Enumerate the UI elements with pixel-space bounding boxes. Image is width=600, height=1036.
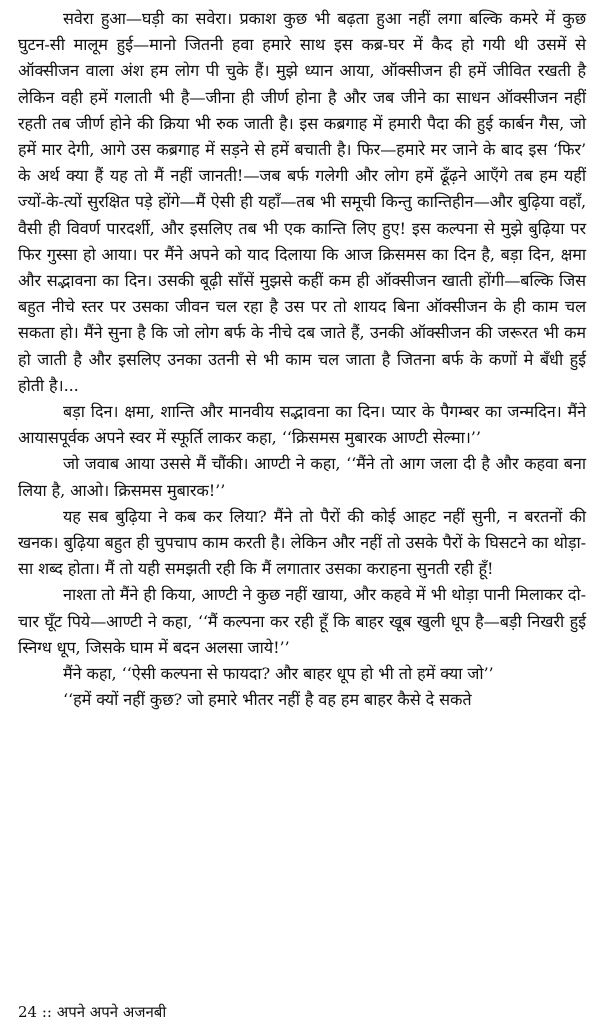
paragraph-6: मैंने कहा, ‘‘ऐसी कल्पना से फायदा? और बाहर धूप हो भी तो हमें क्या जो’’ — [63, 664, 494, 684]
paragraph-3: जो जवाब आया उससे मैं चौंकी। आण्टी ने कहा, ‘‘मैंने तो आग जला दी है और कहवा बना लिया है, आओ। क्रिसमस मुबारक!’’ — [18, 454, 586, 500]
paragraph-5: नाश्ता तो मैंने ही किया, आण्टी ने कुछ नहीं खाया, और कहवे में भी थोड़ा पानी मिलाकर दो-चार घूँट पिये—आण्टी ने कहा, ‘‘मैं कल्पना कर रही हूँ कि बाहर खूब खुली धूप है—बड़ी निखरी हुई स्निग्ध धूप, जिसके घाम में बदन अलसा जाये!’’ — [18, 585, 586, 657]
paragraph-1: सवेरा हुआ—घड़ी का सवेरा। प्रकाश कुछ भी बढ़ता हुआ नहीं लगा बल्कि कमरे में कुछ घुटन-सी मालूम हुई—मानो जितनी हवा हमारे साथ इस कब्र-घर में कैद हो गयी थी उसमें से ऑक्सीजन वाला अंश हम लोग पी चुके हैं। मुझे ध्यान आया, ऑक्सीजन ही हमें जीवित रखती है लेकिन वही हमें गलाती भी है—जीना ही जीर्ण होना है और जब जीने का साधन ऑक्सीजन नहीं रहती तब जीर्ण होने की क्रिया भी रुक जाती है। इस कब्रगाह में हमारी पैदा की हुई कार्बन गैस, जो हमें मार देगी, आगे उस कब्रगाह में सड़ने से हमें बचाती है। फिर—हमारे मर जाने के बाद इस ‘फिर’ के अर्थ क्या हैं यह तो मैं नहीं जानती!—जब बर्फ गलेगी और लोग हमें ढूँढ़ने आएँगे तब हम यहीं ज्यों-के-त्यों सुरक्षित पड़े होंगे—मैं ऐसी ही यहाँ—तब भी समूची किन्तु कान्तिहीन—और बुढ़िया वहाँ, वैसी ही विवर्ण पारदर्शी, और इसलिए तब भी एक कान्ति लिए हुए! इस कल्पना से मुझे बुढ़िया पर फिर गुस्सा हो आया। पर मैंने अपने को याद दिलाया कि आज क्रिसमस का दिन है, बड़ा दिन, क्षमा और सद्भावना का दिन। उसकी बूढ़ी साँसें मुझसे कहीं कम ही ऑक्सीजन खाती होंगी—बल्कि जिस बहुत नीचे स्तर पर उसका जीवन चल रहा है उस पर तो शायद बिना ऑक्सीजन के ही काम चल सकता हो। मैंने सुना है कि जो लोग बर्फ के नीचे दब जाते हैं, उनकी ऑक्सीजन की जरूरत भी कम हो जाती है और इसलिए उनका उतनी से भी काम चल जाता है जितना बर्फ के कणों मे बँधी हुई होती है।... — [18, 9, 586, 395]
paragraph-7: ‘‘हमें क्यों नहीं कुछ? जो हमारे भीतर नहीं है वह हम बाहर कैसे दे सकते — [63, 690, 472, 710]
page-footer: 24 :: अपने अपने अजनबी — [18, 1003, 167, 1021]
paragraph-2: बड़ा दिन। क्षमा, शान्ति और मानवीय सद्भावना का दिन। प्यार के पैगम्बर का जन्मदिन। मैंने आयासपूर्वक अपने स्वर में स्फूर्ति लाकर कहा, ‘‘क्रिसमस मुबारक आण्टी सेल्मा।’’ — [18, 402, 586, 448]
paragraph-4: यह सब बुढ़िया ने कब कर लिया? मैंने तो पैरों की कोई आहट नहीं सुनी, न बरतनों की खनक। बुढ़िया बहुत ही चुपचाप काम करती है। लेकिन और नहीं तो उसके पैरों के घिसटने का थोड़ा-सा शब्द होता। मैं तो यही समझती रही कि मैं लगातार उसका कराहना सुनती रही हूँ! — [18, 506, 587, 579]
page-body — [18, 6, 586, 1006]
